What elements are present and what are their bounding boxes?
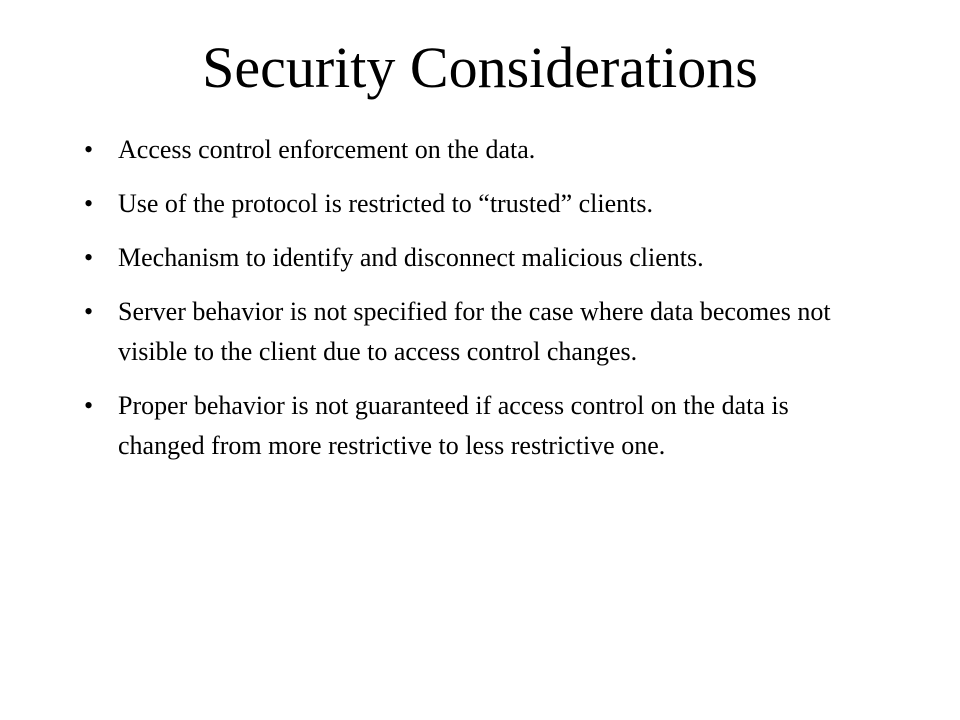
slide-title: Security Considerations: [202, 35, 758, 100]
bullet-text: Use of the protocol is restricted to “trusted” clients.: [118, 189, 654, 218]
bullet-marker: •: [84, 189, 94, 218]
bullet-marker: •: [84, 391, 94, 420]
bullet-item: [0, 386, 960, 466]
bullet-item: [0, 184, 960, 224]
bullet-item: [0, 292, 960, 372]
bullet-text: Mechanism to identify and disconnect malicious clients.: [118, 243, 704, 272]
bullet-item: [0, 238, 960, 278]
bullet-list: [0, 130, 960, 480]
bullet-item: [0, 130, 960, 170]
bullet-text: Server behavior is not specified for the case where data becomes not visible to the client due to access control changes.: [118, 297, 831, 366]
bullet-marker: •: [84, 243, 94, 272]
bullet-marker: •: [84, 135, 94, 164]
bullet-text: Proper behavior is not guaranteed if access control on the data is changed from more restrictive to less restrictive one.: [118, 391, 789, 460]
bullet-text: Access control enforcement on the data.: [118, 135, 536, 164]
bullet-marker: •: [84, 297, 94, 326]
